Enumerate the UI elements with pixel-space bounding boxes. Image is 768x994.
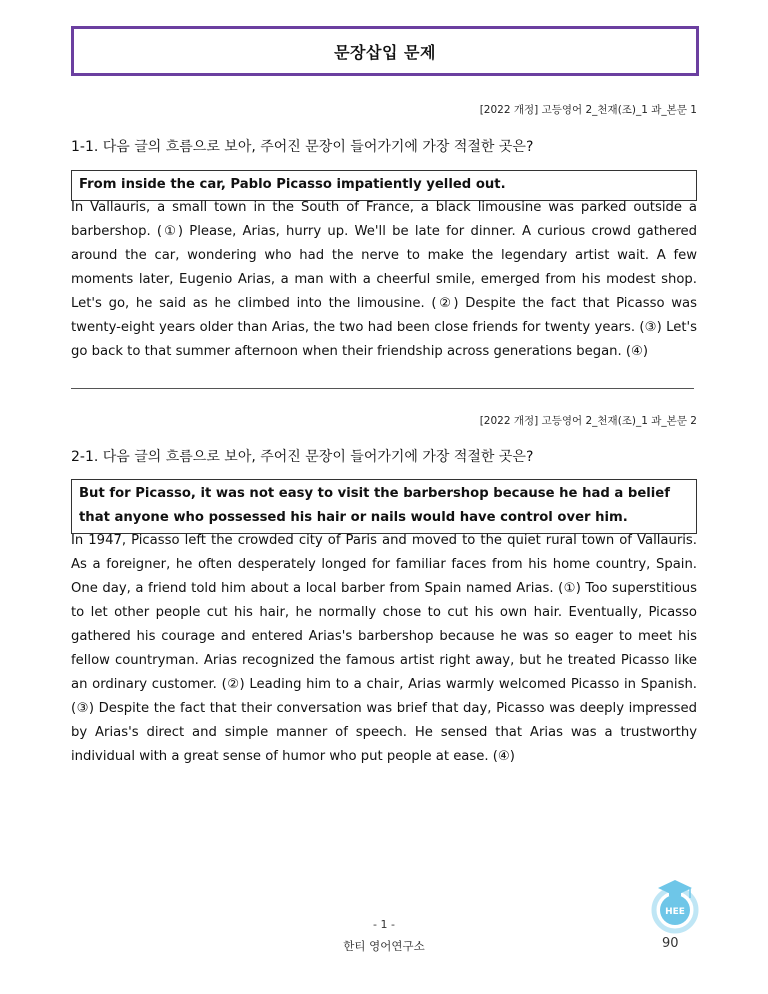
page-title: 문장삽입 문제 <box>334 42 436 62</box>
logo-text: HEE <box>665 907 685 917</box>
source-label-1: [2022 개정] 고등영어 2_천재(조)_1 과_본문 1 <box>479 104 697 116</box>
page-marker: - 1 - <box>373 918 395 931</box>
page-number: 90 <box>662 936 679 951</box>
question-1: 1-1. 다음 글의 흐름으로 보아, 주어진 문장이 들어가기에 가장 적절한 곳은? <box>71 139 534 155</box>
section-divider <box>71 388 694 389</box>
passage-1 <box>71 196 697 364</box>
passage-2 <box>71 529 697 769</box>
question-2: 2-1. 다음 글의 흐름으로 보아, 주어진 문장이 들어가기에 가장 적절한 곳은? <box>71 449 534 465</box>
institute-name: 한티 영어연구소 <box>343 939 425 953</box>
source-label-2: [2022 개정] 고등영어 2_천재(조)_1 과_본문 2 <box>479 415 697 427</box>
given-sentence-1: From inside the car, Pablo Picasso impatiently yelled out. <box>71 170 697 201</box>
given-sentence-2: But for Picasso, it was not easy to visit the barbershop because he had a belief that anyone who possessed his hair or nails would have control over him. <box>71 479 697 534</box>
passage-2-text: In 1947, Picasso left the crowded city of Paris and moved to the quiet rural town of Vallauris. As a foreigner, he often desperately longed for familiar faces from his home country, Spain. One day, a friend told him about a local barber from Spain named Arias. (①) Too superstitious to let other people cut his hair, he normally chose to cut his own hair. Eventually, Picasso gathered his courage and entered Arias's barbershop because he was so eager to meet his fellow countryman. Arias recognized the famous artist right away, but he treated Picasso like an ordinary customer. (②) Leading him to a chair, Arias warmly welcomed Picasso in Spanish. (③) Despite the fact that their conversation was brief that day, Picasso was deeply impressed by Arias's direct and simple manner of speech. He sensed that Arias was a trustworthy individual with a great sense of humor who put people at ease. (④) <box>71 533 697 764</box>
passage-1-text: In Vallauris, a small town in the South of France, a black limousine was parked outside a barbershop. (①) Please, Arias, hurry up. We'll be late for dinner. A curious crowd gathered around the car, wondering who had the nerve to make the legendary artist wait. A few moments later, Eugenio Arias, a man with a cheerful smile, emerged from his modest shop. Let's go, he said as he climbed into the limousine. (②) Despite the fact that Picasso was twenty-eight years older than Arias, the two had been close friends for twenty years. (③) Let's go back to that summer afternoon when their friendship across generations began. (④) <box>71 200 697 359</box>
title-box <box>71 26 699 76</box>
